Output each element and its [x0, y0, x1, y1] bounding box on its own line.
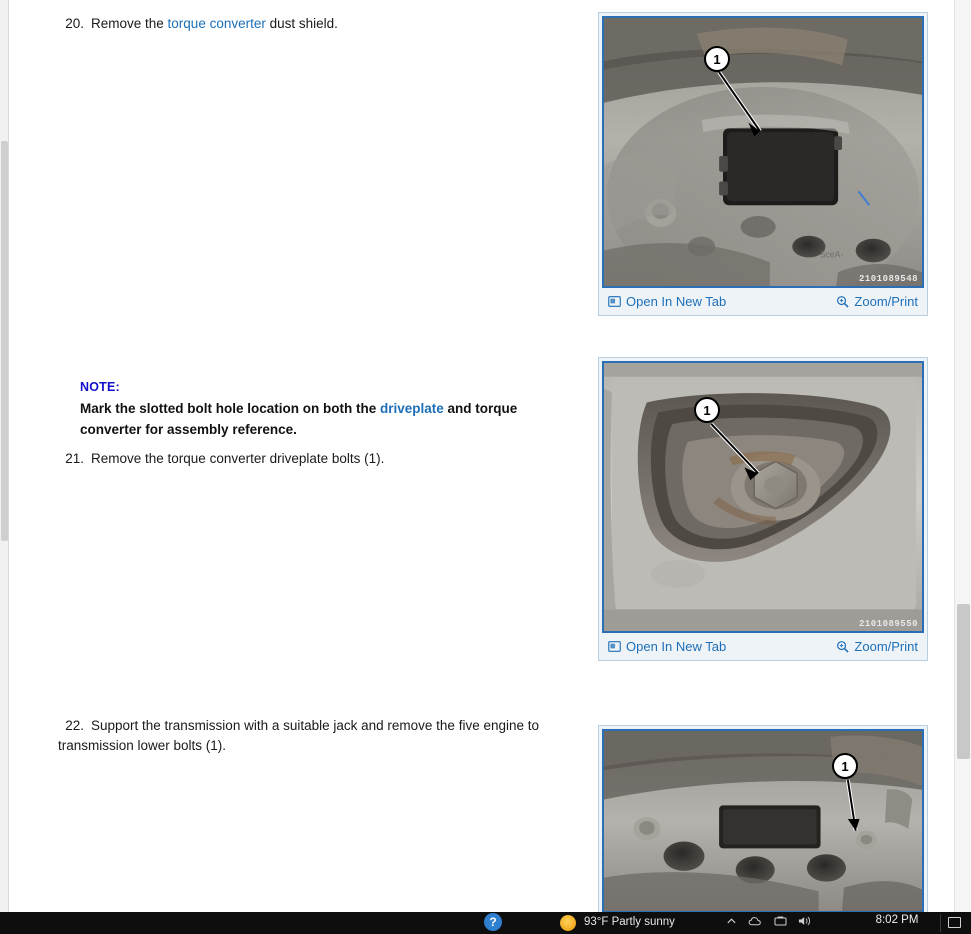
left-gutter-scroll-thumb[interactable] — [1, 141, 8, 541]
magnifier-icon — [836, 295, 849, 308]
sound-icon[interactable] — [798, 915, 812, 927]
figure-1-callout-1: 1 — [704, 46, 730, 72]
step-21-text: Remove the torque converter driveplate bolts (1). — [91, 451, 385, 466]
windows-taskbar — [0, 912, 971, 934]
help-icon[interactable]: ? — [484, 913, 502, 931]
figure-2-zoom-print-label: Zoom/Print — [854, 639, 918, 654]
step-20-text-before: Remove the — [91, 16, 168, 31]
figure-2-toolbar — [602, 633, 924, 660]
figure-2-photo[interactable] — [602, 361, 924, 633]
onedrive-icon[interactable] — [748, 916, 763, 927]
figure-1-zoom-print-label: Zoom/Print — [854, 294, 918, 309]
note-text-after: and torque converter for assembly reference. — [80, 401, 518, 437]
ethernet-icon[interactable] — [774, 916, 787, 927]
page-scrollbar-thumb[interactable] — [957, 604, 970, 759]
figure-1-zoom-print-button[interactable] — [836, 294, 918, 309]
notification-icon[interactable] — [948, 917, 961, 928]
figure-1-open-in-new-tab-label: Open In New Tab — [626, 294, 727, 309]
figure-1-watermark: 2101089548 — [858, 274, 918, 284]
note-block — [80, 378, 600, 440]
step-20-text — [91, 16, 338, 31]
up-chevron-icon[interactable] — [726, 916, 737, 927]
figure-2-open-in-new-tab-label: Open In New Tab — [626, 639, 727, 654]
taskbar-clock[interactable] — [862, 914, 932, 926]
step-21 — [58, 449, 578, 469]
system-tray — [726, 915, 812, 927]
step-20 — [58, 14, 578, 34]
figure-2-open-in-new-tab-button[interactable] — [608, 639, 726, 654]
open-in-new-tab-icon — [608, 640, 621, 653]
document-content — [10, 0, 953, 912]
weather-label[interactable]: 93°F Partly sunny — [584, 916, 675, 928]
figure-1-open-in-new-tab-button[interactable] — [608, 294, 726, 309]
driveplate-link[interactable]: driveplate — [380, 401, 444, 416]
figure-3-callout-1: 1 — [832, 753, 858, 779]
step-20-text-after: dust shield. — [265, 16, 338, 31]
step-21-number: 21. — [65, 451, 84, 466]
note-title: NOTE: — [80, 380, 120, 394]
figure-1-leader-line — [604, 18, 922, 286]
taskbar-time: 8:02 PM — [875, 914, 919, 926]
magnifier-icon — [836, 640, 849, 653]
figure-1-photo[interactable] — [602, 16, 924, 288]
figure-3-photo[interactable] — [602, 729, 924, 912]
figure-1-toolbar — [602, 288, 924, 315]
note-text — [80, 399, 580, 440]
figure-2-zoom-print-button[interactable] — [836, 639, 918, 654]
svg-text:5ceA-: 5ceA- — [820, 249, 844, 260]
step-22-number: 22. — [65, 718, 84, 733]
taskbar-divider — [940, 914, 941, 932]
left-gutter — [0, 0, 9, 912]
open-in-new-tab-icon — [608, 295, 621, 308]
step-20-number: 20. — [65, 16, 84, 31]
figure-2-callout-1: 1 — [694, 397, 720, 423]
figure-1 — [598, 12, 928, 316]
page-scrollbar[interactable] — [954, 0, 971, 912]
taskbar-left-region — [0, 912, 480, 934]
figure-3-leader-line — [604, 731, 922, 911]
figure-3 — [598, 725, 928, 912]
figure-2-leader-line — [604, 363, 922, 631]
figure-2-watermark: 2101089550 — [858, 619, 918, 629]
torque-converter-link[interactable]: torque converter — [167, 16, 266, 31]
figure-2 — [598, 357, 928, 661]
step-22-text: Support the transmission with a suitable jack and remove the five engine to transmission lower bolts (1). — [58, 718, 539, 754]
step-22 — [58, 716, 568, 757]
weather-sun-icon[interactable] — [560, 915, 576, 931]
note-text-before: Mark the slotted bolt hole location on both the — [80, 401, 380, 416]
